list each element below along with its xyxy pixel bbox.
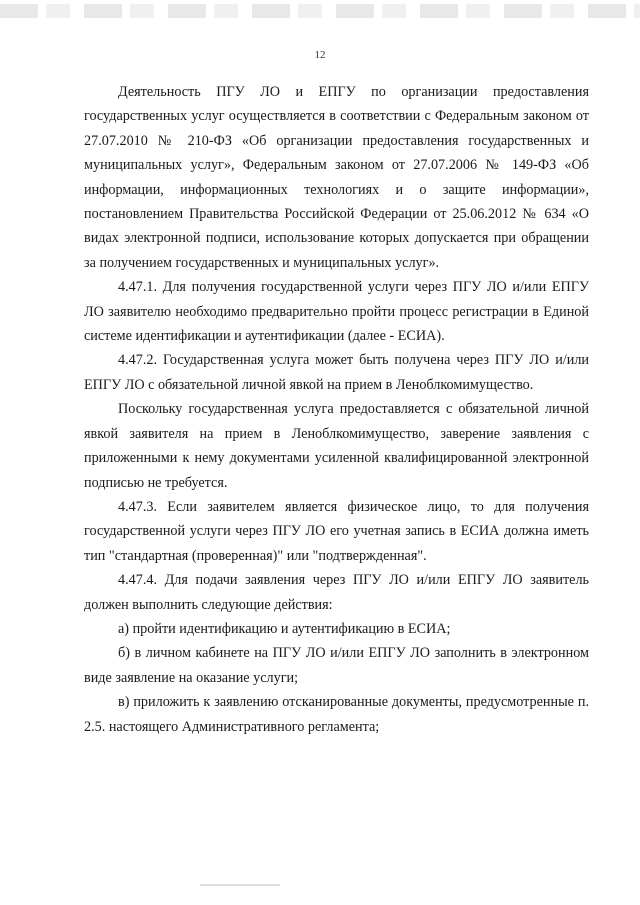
- paragraph-personal-visit: Поскольку государственная услуга предоставляется с обязательной личной явкой заявителя на прием в Леноблкомимущество, заверение заявления с приложенными к нему документами усиленной квалифицированной электронной подписью не требуется.: [84, 401, 589, 491]
- scan-edge-bottom: [200, 884, 280, 886]
- list-item-b: б) в личном кабинете на ПГУ ЛО и/или ЕПГУ ЛО заполнить в электронном виде заявление на оказание услуги;: [84, 645, 589, 686]
- paragraph-activity: Деятельность ПГУ ЛО и ЕПГУ по организации предоставления государственных услуг осуществляется в соответствии с Федеральным законом от 27.07.2010 № 210-ФЗ «Об организации предоставления государственных и муниципальных услуг», Федеральным законом от 27.07.2006 № 149-ФЗ «Об информации, информационных технологиях и о защите информации», постановлением Правительства Российской Федерации от 25.06.2012 № 634 «О видах электронной подписи, использование которых допускается при обращении за получением государственных и муниципальных услуг».: [84, 84, 589, 271]
- paragraph-4-47-4: 4.47.4. Для подачи заявления через ПГУ ЛО и/или ЕПГУ ЛО заявитель должен выполнить следующие действия:: [84, 572, 589, 613]
- paragraph-4-47-2: 4.47.2. Государственная услуга может быть получена через ПГУ ЛО и/или ЕПГУ ЛО с обязательной личной явкой на прием в Леноблкомимущество.: [84, 352, 589, 393]
- list-item-a: а) пройти идентификацию и аутентификацию в ЕСИА;: [118, 620, 451, 637]
- paragraph-4-47-3: 4.47.3. Если заявителем является физическое лицо, то для получения государственной услуги через ПГУ ЛО его учетная запись в ЕСИА должна иметь тип "стандартная (проверенная)" или "подтвержденная".: [84, 498, 589, 564]
- page-number: 12: [314, 49, 326, 61]
- paragraph-4-47-1: 4.47.1. Для получения государственной услуги через ПГУ ЛО и/или ЕПГУ ЛО заявителю необходимо предварительно пройти процесс регистрации в Единой системе идентификации и аутентификации (далее - ЕСИА).: [84, 279, 589, 345]
- list-item-c: в) приложить к заявлению отсканированные документы, предусмотренные п. 2.5. настоящего Административного регламента;: [84, 694, 589, 735]
- document-body: [84, 80, 589, 739]
- scan-edge-top: [0, 4, 640, 18]
